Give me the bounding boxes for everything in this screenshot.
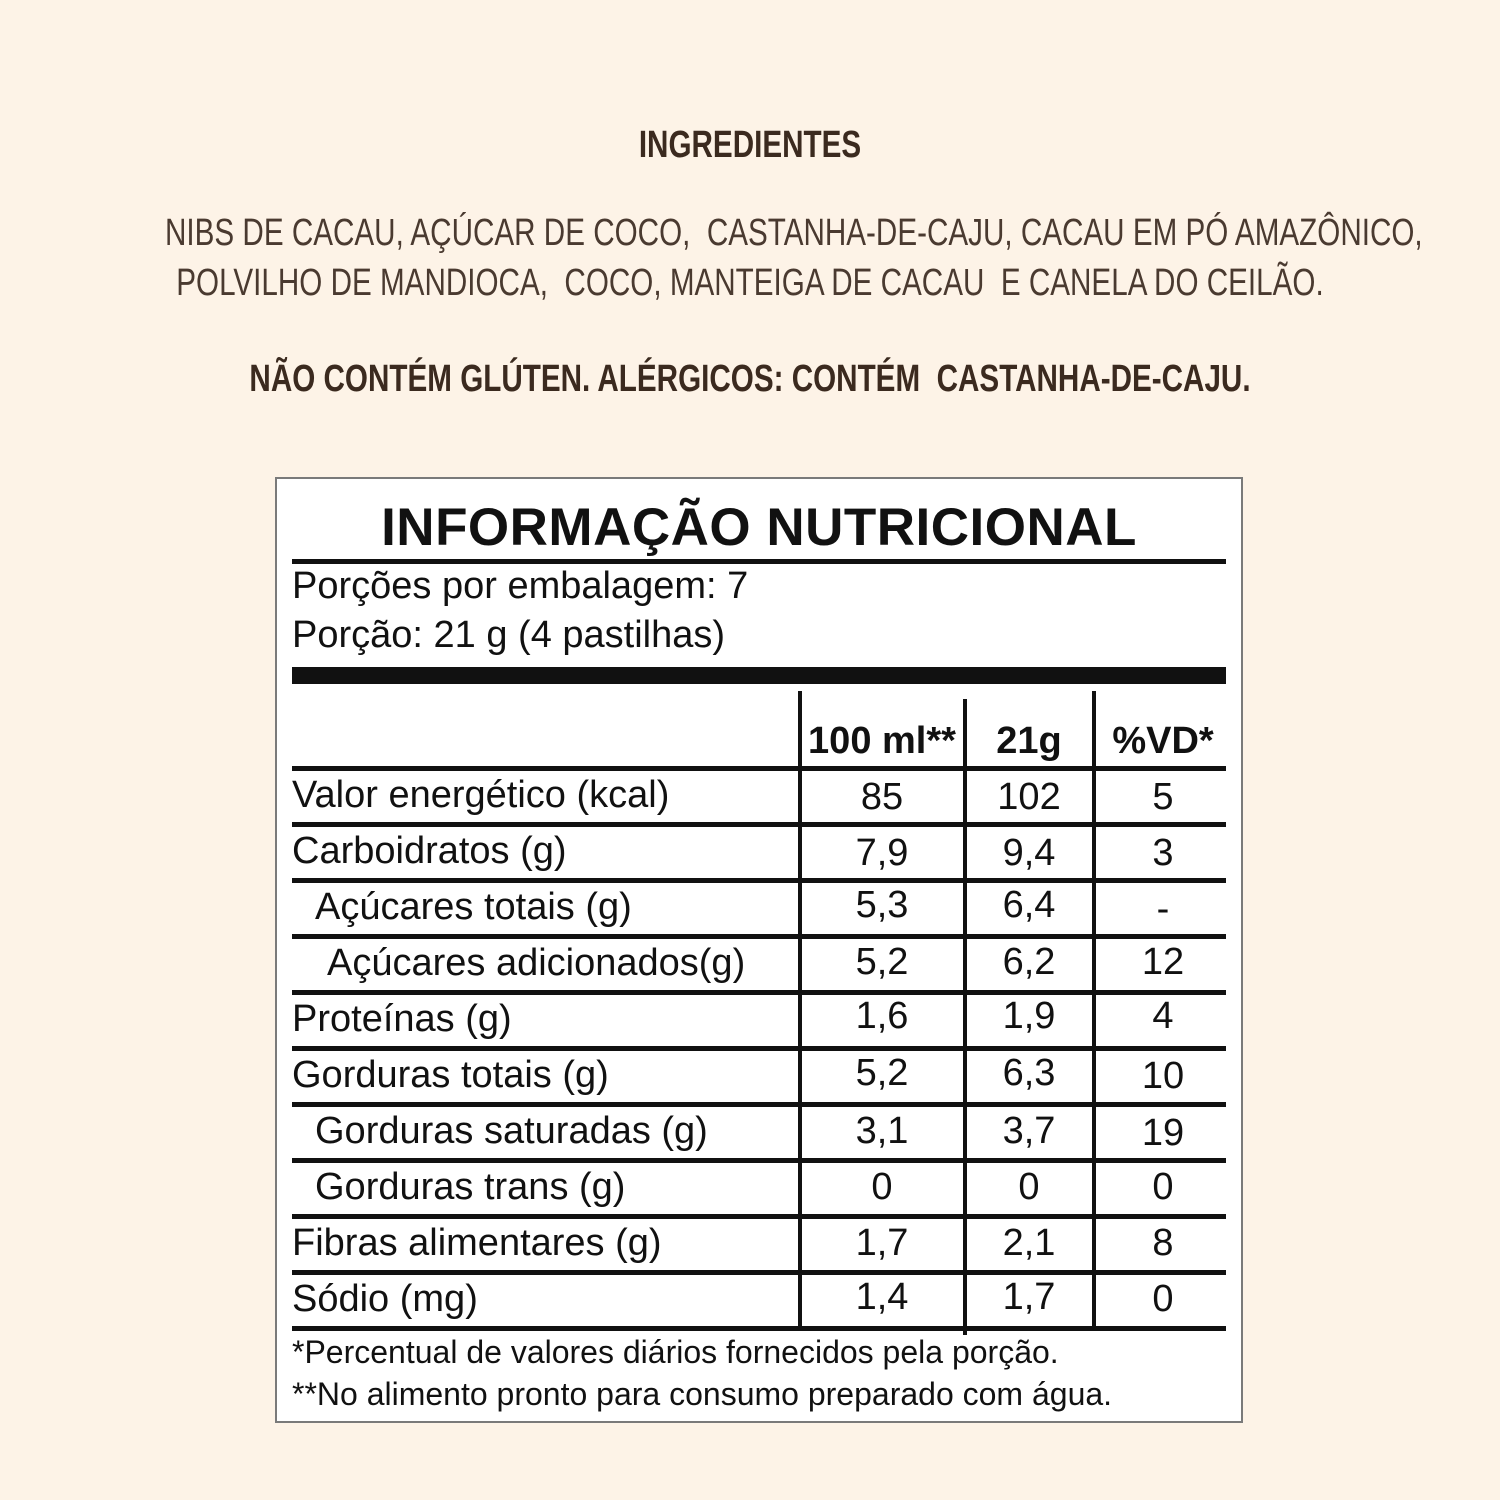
nutrition-title: INFORMAÇÃO NUTRICIONAL [381,498,1137,557]
footnote-vd: *Percentual de valores diários fornecidos pela porção. [292,1334,1059,1370]
nutrient-label: Proteínas (g) [292,998,512,1040]
value-vd: 19 [1141,1112,1185,1154]
value-vd: 0 [1152,1166,1174,1208]
value-serving: 6,4 [1002,884,1056,926]
ingredients-line-2: POLVILHO DE MANDIOCA, COCO, MANTEIGA DE CACAU E CANELA DO CEILÃO. [176,262,1324,304]
value-100ml: 7,9 [855,832,909,874]
value-100ml: 3,1 [855,1110,909,1152]
column-header-vd: %VD* [1112,720,1214,762]
nutrition-facts-panel [275,477,1243,1423]
value-100ml: 1,4 [855,1276,909,1318]
ingredients-list [165,208,1423,308]
value-vd: - [1156,888,1170,930]
allergen-notice: NÃO CONTÉM GLÚTEN. ALÉRGICOS: CONTÉM CASTANHA-DE-CAJU. [249,358,1251,400]
ingredients-title: INGREDIENTES [638,124,862,166]
value-vd: 12 [1141,941,1185,983]
serving-divider [292,667,1226,684]
serving-size: Porção: 21 g (4 pastilhas) [292,614,726,656]
nutrient-label: Valor energético (kcal) [292,774,670,816]
nutrient-label: Açúcares totais (g) [315,886,632,928]
nutrient-label: Sódio (mg) [292,1278,478,1320]
value-vd: 8 [1152,1222,1174,1264]
nutrient-label: Gorduras trans (g) [315,1166,626,1208]
value-serving: 1,7 [1002,1276,1056,1318]
value-100ml: 0 [871,1166,893,1208]
value-100ml: 1,7 [855,1222,909,1264]
footnote-100ml: **No alimento pronto para consumo preparado com água. [292,1376,1113,1412]
value-serving: 3,7 [1002,1110,1056,1152]
column-header-100ml: 100 ml** [808,720,956,762]
value-100ml: 5,3 [855,884,909,926]
value-serving: 1,9 [1002,995,1056,1037]
nutrient-label: Fibras alimentares (g) [292,1222,662,1264]
value-100ml: 1,6 [855,995,909,1037]
value-vd: 3 [1152,832,1174,874]
column-divider-2 [963,699,967,1335]
value-vd: 0 [1152,1278,1174,1320]
value-serving: 0 [1018,1166,1040,1208]
nutrient-label: Gorduras saturadas (g) [315,1110,708,1152]
value-serving: 6,2 [1002,941,1056,983]
value-serving: 6,3 [1002,1052,1056,1094]
value-vd: 10 [1141,1055,1185,1097]
value-100ml: 5,2 [855,941,909,983]
table-bottom-divider [292,1326,1226,1331]
value-serving: 9,4 [1002,832,1056,874]
column-divider-3 [1092,691,1096,1331]
servings-per-package: Porções por embalagem: 7 [292,565,749,607]
column-header-serving: 21g [996,720,1062,762]
value-vd: 4 [1152,995,1174,1037]
column-divider-1 [798,691,802,1331]
nutrient-label: Carboidratos (g) [292,830,567,872]
nutrient-label: Açúcares adicionados(g) [327,942,746,984]
value-100ml: 5,2 [855,1052,909,1094]
value-serving: 102 [997,776,1061,818]
title-divider [292,559,1226,564]
value-vd: 5 [1152,776,1174,818]
value-100ml: 85 [860,776,904,818]
ingredients-line-1: NIBS DE CACAU, AÇÚCAR DE COCO, CASTANHA-DE-CAJU, CACAU EM PÓ AMAZÔNICO, [165,212,1423,254]
nutrient-label: Gorduras totais (g) [292,1054,609,1096]
value-serving: 2,1 [1002,1222,1056,1264]
